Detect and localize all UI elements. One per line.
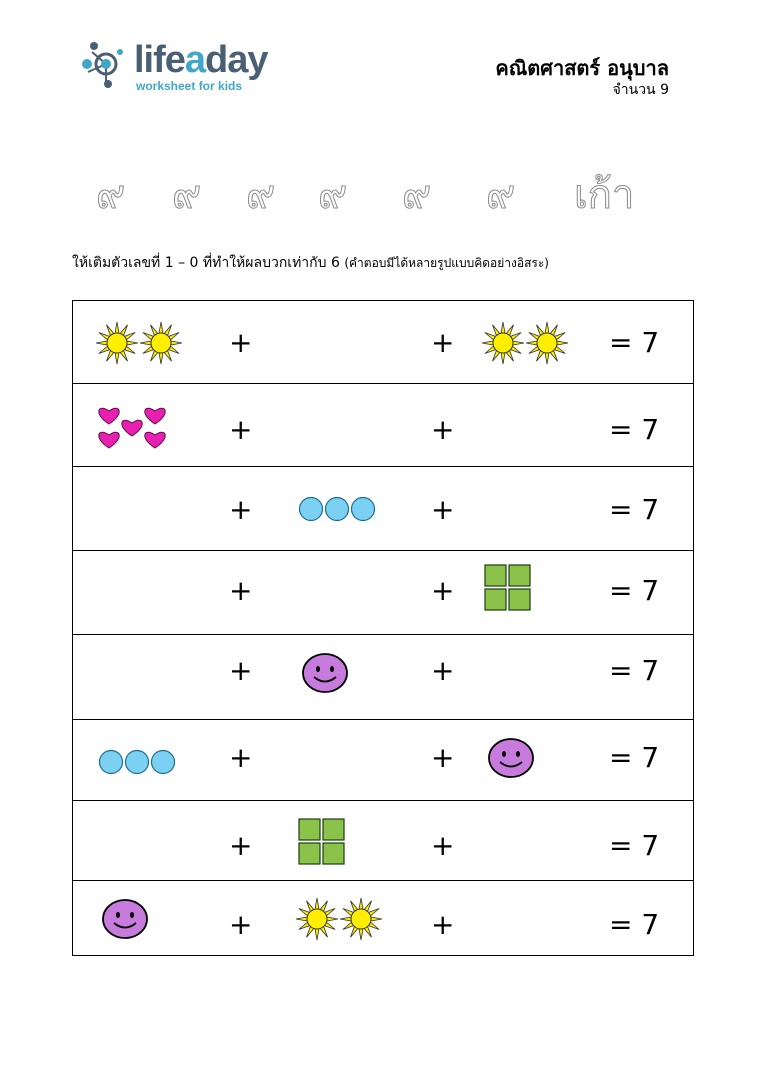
- addend-slot-b: [295, 313, 415, 373]
- addend-slot-b: [295, 815, 415, 875]
- addend-slot-b: [295, 643, 415, 703]
- equation-row: [73, 551, 693, 635]
- logo-word-part: a: [184, 39, 206, 81]
- instruction-text: [72, 252, 549, 274]
- circle-icon-group: [295, 479, 415, 539]
- addend-slot-c: [481, 396, 601, 456]
- addend-slot-a: [95, 479, 215, 539]
- trace-numeral: ๙: [246, 172, 276, 218]
- equation-row: [73, 384, 693, 467]
- trace-numeral: ๙: [96, 172, 126, 218]
- equation-row: [73, 801, 693, 881]
- plus-sign: +: [229, 654, 253, 687]
- addend-slot-b: [295, 732, 415, 792]
- equation-result: = 7: [609, 493, 660, 526]
- addend-slot-a: [95, 732, 215, 792]
- sun-icon-group: [95, 313, 215, 373]
- plus-sign: +: [229, 741, 253, 774]
- plus-sign: +: [431, 413, 455, 446]
- addend-slot-c: [481, 728, 601, 788]
- logo-wordmark: [134, 40, 268, 80]
- logo-word-part: life: [134, 39, 185, 81]
- smiley-icon: [295, 643, 415, 703]
- page-subtitle: จำนวน 9: [612, 82, 669, 98]
- addend-slot-b: [295, 479, 415, 539]
- square-icon-group: [295, 815, 415, 875]
- plus-sign: +: [431, 326, 455, 359]
- heart-icon-group: [95, 396, 215, 456]
- square-icon-group: [481, 561, 601, 621]
- equation-result: = 7: [609, 574, 660, 607]
- equation-result: = 7: [609, 413, 660, 446]
- instruction-note: (คำตอบมีได้หลายรูปแบบคิดอย่างอิสระ): [344, 256, 549, 270]
- plus-sign: +: [431, 829, 455, 862]
- addend-slot-c: [481, 813, 601, 873]
- trace-word: เก้า: [574, 172, 635, 218]
- equation-table: [72, 300, 694, 956]
- plus-sign: +: [229, 493, 253, 526]
- logo: [82, 38, 282, 98]
- plus-sign: +: [431, 493, 455, 526]
- plus-sign: +: [431, 741, 455, 774]
- equation-result: = 7: [609, 829, 660, 862]
- addend-slot-a: [95, 647, 215, 707]
- equation-row: [73, 467, 693, 551]
- logo-tagline: worksheet for kids: [136, 79, 243, 93]
- addend-slot-c: [481, 647, 601, 707]
- addend-slot-a: [95, 313, 215, 373]
- circle-icon-group: [95, 732, 215, 792]
- addend-slot-a: [95, 813, 215, 873]
- plus-sign: +: [431, 654, 455, 687]
- page-title: คณิตศาสตร์ อนุบาล: [495, 56, 669, 80]
- equation-row: [73, 635, 693, 720]
- smiley-icon: [95, 889, 215, 949]
- addend-slot-c: [481, 889, 601, 949]
- addend-slot-b: [295, 563, 415, 623]
- plus-sign: +: [229, 574, 253, 607]
- logo-word-part: day: [205, 39, 268, 81]
- plus-sign: +: [229, 829, 253, 862]
- addend-slot-b: [295, 396, 415, 456]
- equation-row: [73, 301, 693, 384]
- smiley-icon: [481, 728, 601, 788]
- plus-sign: +: [229, 326, 253, 359]
- instruction-main: ให้เติมตัวเลขที่ 1 – 0 ที่ทำให้ผลบวกเท่ากับ 6: [72, 255, 340, 271]
- sun-icon-group: [295, 889, 415, 949]
- tracing-row: [90, 140, 660, 218]
- addend-slot-a: [95, 889, 215, 949]
- trace-numeral: ๙: [172, 172, 202, 218]
- addend-slot-c: [481, 313, 601, 373]
- molecule-logo-icon: [82, 38, 132, 90]
- equation-result: = 7: [609, 654, 660, 687]
- plus-sign: +: [229, 413, 253, 446]
- trace-numeral: ๙: [318, 172, 348, 218]
- addend-slot-a: [95, 563, 215, 623]
- addend-slot-c: [481, 561, 601, 621]
- trace-numeral: ๙: [486, 172, 516, 218]
- equation-result: = 7: [609, 326, 660, 359]
- plus-sign: +: [431, 908, 455, 941]
- equation-row: [73, 881, 693, 955]
- equation-result: = 7: [609, 908, 660, 941]
- sun-icon-group: [481, 313, 601, 373]
- equation-result: = 7: [609, 741, 660, 774]
- addend-slot-c: [481, 479, 601, 539]
- addend-slot-b: [295, 889, 415, 949]
- addend-slot-a: [95, 396, 215, 456]
- trace-numeral: ๙: [402, 172, 432, 218]
- equation-row: [73, 720, 693, 801]
- plus-sign: +: [431, 574, 455, 607]
- plus-sign: +: [229, 908, 253, 941]
